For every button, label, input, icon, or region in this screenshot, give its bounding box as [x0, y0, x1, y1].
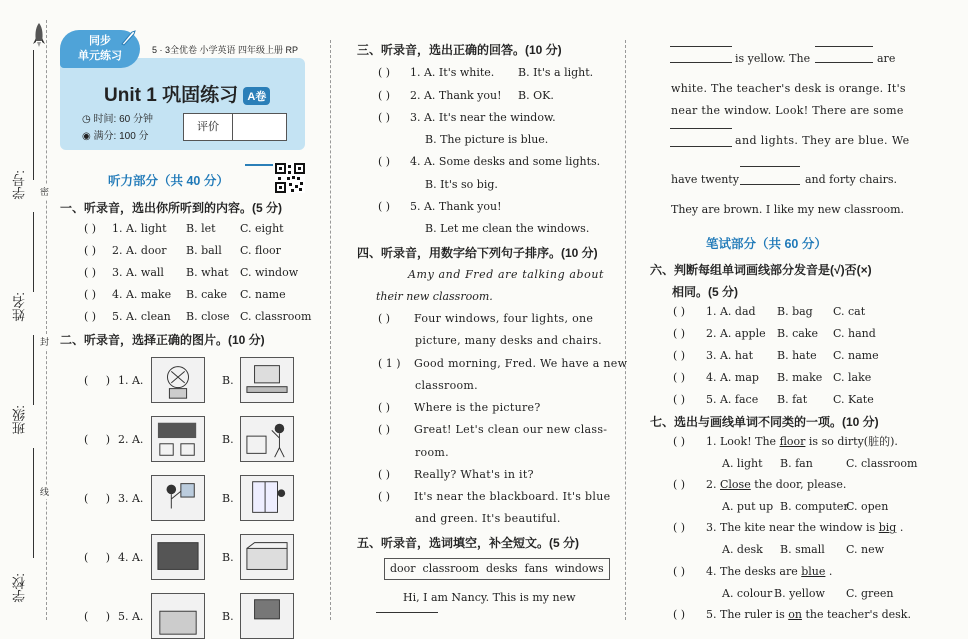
s6-paren[interactable]: ( ): [673, 349, 686, 362]
score-label: ◉ 满分: 100 分: [82, 131, 149, 142]
s2-paren[interactable]: ( ): [84, 433, 111, 446]
unit-number: Unit 1: [104, 85, 157, 106]
picture-option-b[interactable]: [240, 416, 294, 462]
s4-paren[interactable]: ( 1 ): [378, 357, 401, 370]
passage-p1: is yellow. The: [735, 52, 811, 65]
s7-question: 5. The ruler is on the teacher's desk.: [706, 608, 911, 621]
s2-paren[interactable]: ( ): [84, 551, 111, 564]
s1-option-c: C. floor: [240, 244, 281, 257]
time-label: ◷ 时间: 60 分钟: [82, 114, 153, 125]
rocket-badge-icon: [118, 28, 138, 48]
s1-option-b: B. what: [186, 266, 229, 279]
s6-option-b: B. hate: [777, 349, 817, 362]
s3-option-b: B. Let me clean the windows.: [425, 222, 590, 235]
s2-b: B.: [222, 551, 234, 564]
s1-option-b: B. cake: [186, 288, 227, 301]
s7-option: C. green: [846, 587, 894, 600]
s2-paren[interactable]: ( ): [84, 492, 111, 505]
s4-paren[interactable]: ( ): [378, 401, 391, 414]
class-label: 班级:: [12, 405, 27, 435]
s2-b: B.: [222, 610, 234, 623]
s6-option-c: C. Kate: [833, 393, 874, 406]
s7-paren[interactable]: ( ): [673, 565, 686, 578]
blank-4b[interactable]: [670, 146, 732, 147]
s7-option: A. put up: [722, 500, 774, 513]
s1-option-b: B. close: [186, 310, 230, 323]
rocket-icon: [32, 22, 46, 48]
s3-paren[interactable]: ( ): [378, 111, 391, 124]
grade-input[interactable]: [233, 114, 286, 140]
unit-title: [104, 80, 270, 107]
badge-line2: 单元练习: [78, 50, 122, 62]
s7-option: A. desk: [722, 543, 763, 556]
passage-start: Hi, I am Nancy. This is my new: [403, 591, 576, 604]
s2-paren[interactable]: ( ): [84, 610, 111, 623]
s7-question: 1. Look! The floor is so dirty(脏的).: [706, 435, 898, 448]
s3-paren[interactable]: ( ): [378, 66, 391, 79]
s4-line: Great! Let's clean our new class-: [414, 423, 608, 436]
passage-p5: and lights. They are blue. We: [735, 134, 910, 147]
s3-option-a: 4. A. Some desks and some lights.: [410, 155, 601, 168]
s4-line: room.: [415, 446, 449, 459]
s6-option-c: C. name: [833, 349, 879, 362]
badge-line1: 同步: [89, 35, 111, 47]
s6-option-c: C. hand: [833, 327, 876, 340]
picture-option-b[interactable]: [240, 534, 294, 580]
s7-option: C. classroom: [846, 457, 918, 470]
blank-1[interactable]: [376, 612, 438, 613]
s4-paren[interactable]: ( ): [378, 423, 391, 436]
s6-option-b: B. fat: [777, 393, 808, 406]
school-label: 学校:: [12, 573, 27, 603]
section4-title: 四、听录音，用数字给下列句子排序。(10 分): [357, 246, 598, 260]
s4-line: picture, many desks and chairs.: [415, 334, 602, 347]
name-label: 姓名:: [12, 292, 27, 322]
picture-option-a[interactable]: [151, 416, 205, 462]
s1-option-a: 4. A. make: [112, 288, 172, 301]
section6-title-2: 相同。(5 分): [672, 285, 739, 299]
s1-option-b: B. ball: [186, 244, 222, 257]
qr-caption: [245, 164, 273, 166]
s6-option-b: B. cake: [777, 327, 818, 340]
blank-5[interactable]: [740, 166, 800, 167]
s3-option-a: 2. A. Thank you!: [410, 89, 502, 102]
s3-option-b: B. It's a light.: [518, 66, 594, 79]
section7-title: 七、选出与画线单词不同类的一项。(10 分): [650, 415, 879, 429]
passage-p8: They are brown. I like my new classroom.: [671, 203, 905, 216]
blank-5b[interactable]: [740, 184, 800, 185]
s4-paren[interactable]: ( ): [378, 468, 391, 481]
s3-paren[interactable]: ( ): [378, 89, 391, 102]
seal-char-3: 线: [40, 487, 50, 497]
s2-num: 2. A.: [118, 433, 144, 446]
s4-line: Where is the picture?: [414, 401, 541, 414]
s7-option: B. computer: [780, 500, 849, 513]
s6-option-a: 5. A. face: [706, 393, 759, 406]
s2-b: B.: [222, 374, 234, 387]
picture-option-b[interactable]: [240, 475, 294, 521]
s2-num: 3. A.: [118, 492, 144, 505]
s1-option-a: 1. A. light: [112, 222, 167, 235]
s7-option: B. fan: [780, 457, 813, 470]
s1-option-a: 3. A. wall: [112, 266, 164, 279]
s6-option-b: B. bag: [777, 305, 813, 318]
picture-option-a[interactable]: [151, 534, 205, 580]
s6-option-a: 3. A. hat: [706, 349, 753, 362]
section1-title: 一、听录音，选出你所听到的内容。(5 分): [60, 201, 283, 215]
s1-option-c: C. eight: [240, 222, 284, 235]
s4-line: It's near the blackboard. It's blue: [414, 490, 611, 503]
series-label: 5 · 3全优卷 小学英语 四年级上册 RP: [152, 45, 299, 55]
s3-paren[interactable]: ( ): [378, 200, 391, 213]
writing-part-title: 笔试部分（共 60 分）: [706, 237, 827, 251]
s1-paren[interactable]: ( ): [84, 244, 97, 257]
blank-1b[interactable]: [670, 46, 732, 47]
s1-paren[interactable]: ( ): [84, 310, 97, 323]
picture-option-a[interactable]: [151, 475, 205, 521]
s3-paren[interactable]: ( ): [378, 155, 391, 168]
picture-option-a[interactable]: [151, 357, 205, 403]
s2-num: 1. A.: [118, 374, 144, 387]
s6-option-c: C. cat: [833, 305, 866, 318]
picture-option-b[interactable]: [240, 357, 294, 403]
blank-3[interactable]: [815, 46, 873, 47]
blank-4[interactable]: [670, 128, 732, 129]
picture-option-b[interactable]: [240, 593, 294, 639]
blank-3b[interactable]: [815, 62, 873, 63]
s7-paren[interactable]: ( ): [673, 478, 686, 491]
s7-paren[interactable]: ( ): [673, 608, 686, 621]
s2-paren[interactable]: ( ): [84, 374, 111, 387]
s1-paren[interactable]: ( ): [84, 288, 97, 301]
s4-line: Really? What's in it?: [414, 468, 534, 481]
s1-paren[interactable]: ( ): [84, 266, 97, 279]
section5-title: 五、听录音，选词填空，补全短文。(5 分): [357, 536, 580, 550]
s7-option: A. light: [722, 457, 763, 470]
s6-option-a: 1. A. dad: [706, 305, 756, 318]
s1-option-c: C. classroom: [240, 310, 312, 323]
qr-code-icon[interactable]: [275, 163, 305, 193]
s4-line: classroom.: [415, 379, 478, 392]
s6-option-c: C. lake: [833, 371, 872, 384]
passage-p7: and forty chairs.: [805, 173, 897, 186]
s3-option-b: B. The picture is blue.: [425, 133, 549, 146]
grade-label: 评价: [184, 114, 233, 140]
s7-question: 2. Close the door, please.: [706, 478, 847, 491]
s4-line: Good morning, Fred. We have a new: [414, 357, 628, 370]
s3-option-a: 1. A. It's white.: [410, 66, 495, 79]
id-label: 学号:: [12, 170, 27, 200]
blank-2[interactable]: [670, 62, 732, 63]
s7-option: B. small: [780, 543, 825, 556]
seal-char-1: 密: [40, 187, 50, 197]
s7-question: 3. The kite near the window is big .: [706, 521, 904, 534]
s1-option-c: C. name: [240, 288, 286, 301]
s7-paren[interactable]: ( ): [673, 435, 686, 448]
s3-option-a: 3. A. It's near the window.: [410, 111, 556, 124]
s6-paren[interactable]: ( ): [673, 305, 686, 318]
passage-p3: white. The teacher's desk is orange. It's: [671, 82, 906, 95]
s1-option-a: 2. A. door: [112, 244, 167, 257]
s3-option-b: B. It's so big.: [425, 178, 498, 191]
level-tag: A卷: [243, 87, 270, 105]
passage-p4: near the window. Look! There are some: [671, 104, 904, 117]
check-icon: ◉: [82, 131, 91, 142]
s7-option: A. colour: [722, 587, 773, 600]
section3-title: 三、听录音，选出正确的回答。(10 分): [357, 43, 562, 57]
s4-paren[interactable]: ( ): [378, 312, 391, 325]
word-bank: door classroom desks fans windows: [384, 558, 610, 580]
clock-icon: ◷: [82, 114, 91, 125]
s2-b: B.: [222, 492, 234, 505]
s7-question: 4. The desks are blue .: [706, 565, 833, 578]
s7-option: C. new: [846, 543, 885, 556]
s7-option: C. open: [846, 500, 889, 513]
passage-p2: are: [877, 52, 896, 65]
seal-char-2: 封: [40, 337, 50, 347]
s1-paren[interactable]: ( ): [84, 222, 97, 235]
s1-option-b: B. let: [186, 222, 216, 235]
section6-title-1: 六、判断每组单词画线部分发音是(√)否(×): [650, 263, 872, 277]
s4-line: Four windows, four lights, one: [414, 312, 594, 325]
s6-option-a: 4. A. map: [706, 371, 759, 384]
s6-option-b: B. make: [777, 371, 823, 384]
passage-p6: have twenty: [671, 173, 739, 186]
s6-paren[interactable]: ( ): [673, 327, 686, 340]
s7-paren[interactable]: ( ): [673, 521, 686, 534]
s7-option: B. yellow: [774, 587, 825, 600]
section2-title: 二、听录音，选择正确的图片。(10 分): [60, 333, 265, 347]
s1-option-a: 5. A. clean: [112, 310, 171, 323]
s4-paren[interactable]: ( ): [378, 490, 391, 503]
listening-part-title: 听力部分（共 40 分）: [108, 174, 229, 188]
section4-intro-2: their new classroom.: [376, 290, 493, 303]
practice-title: 巩固练习: [162, 85, 239, 106]
s2-num: 5. A.: [118, 610, 144, 623]
section4-intro-1: Amy and Fred are talking about: [408, 268, 605, 281]
s3-option-b: B. OK.: [518, 89, 554, 102]
s3-option-a: 5. A. Thank you!: [410, 200, 502, 213]
s1-option-c: C. window: [240, 266, 299, 279]
grade-box: [183, 113, 287, 141]
picture-option-a[interactable]: [151, 593, 205, 639]
s6-paren[interactable]: ( ): [673, 393, 686, 406]
s6-paren[interactable]: ( ): [673, 371, 686, 384]
s4-line: and green. It's beautiful.: [415, 512, 561, 525]
s2-b: B.: [222, 433, 234, 446]
s2-num: 4. A.: [118, 551, 144, 564]
s6-option-a: 2. A. apple: [706, 327, 766, 340]
